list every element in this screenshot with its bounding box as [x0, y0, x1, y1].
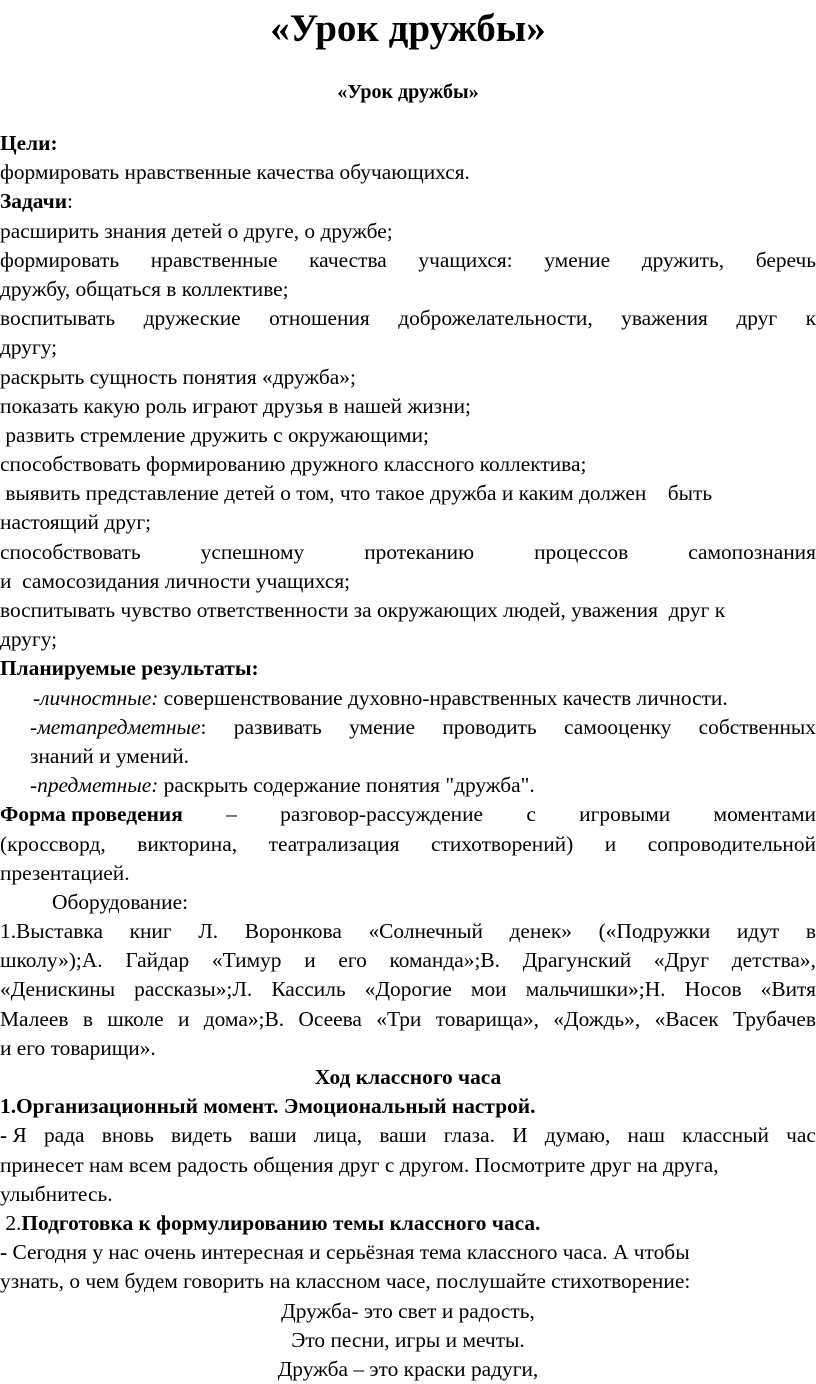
task-item: и самосозидания личности учащихся;	[0, 568, 351, 593]
page-title: «Урок дружбы»	[270, 7, 546, 50]
task-item: другу;	[0, 335, 58, 360]
form-line-3: презентацией.	[0, 860, 130, 885]
equipment-line: 1.Выставка книг Л. Воронкова «Солнечный денек» («Подружки идут в	[0, 919, 816, 944]
results-heading: Планируемые результаты:	[0, 656, 259, 681]
step1-line-1: - Я рада вновь видеть ваши лица, ваши глаза. И думаю, наш классный час	[0, 1123, 816, 1148]
equipment-line: «Денискины рассказы»;Л. Кассиль «Дорогие мои мальчишки»;Н. Носов «Витя	[0, 977, 816, 1002]
task-item: другу;	[0, 627, 58, 652]
result-personal	[0, 684, 816, 713]
goals-heading: Цели:	[0, 131, 58, 155]
course-heading: Ход классного часа	[314, 1065, 502, 1089]
tasks-heading: Задачи	[0, 189, 68, 214]
task-item: показать какую роль играют друзья в нашей жизни;	[0, 393, 471, 418]
task-item-justified: воспитывать дружеские отношения доброжелательности, уважения друг к	[0, 306, 816, 331]
task-item: раскрыть сущность понятия «дружба»;	[0, 364, 356, 389]
task-item: выявить представление детей о том, что такое дружба и каким должен быть	[0, 481, 713, 506]
task-item: дружбу, общаться в коллективе;	[0, 276, 289, 301]
result-subject	[0, 771, 816, 800]
result-subject-text: раскрыть содержание понятия "дружба".	[158, 773, 535, 798]
task-item-justified: способствовать успешному протеканию процессов самопознания	[0, 539, 816, 564]
result-meta-continued: знаний и умений.	[30, 743, 190, 768]
result-personal-label: -личностные:	[33, 685, 159, 710]
equipment-line-last: и его товарищи».	[0, 1035, 156, 1060]
task-item-justified: формировать нравственные качества учащихся: умение дружить, беречь	[0, 247, 816, 272]
result-meta-label: -метапредметные	[30, 714, 201, 739]
equipment-heading: Оборудование:	[52, 889, 189, 914]
step1-line-3: улыбнитесь.	[0, 1181, 113, 1206]
tasks-heading-line	[0, 187, 816, 216]
form-label: Форма проведения	[0, 802, 183, 827]
poem-line: Это песни, игры и мечты.	[291, 1327, 525, 1352]
step2-line-2: узнать, о чем будем говорить на классном часе, послушайте стихотворение:	[0, 1269, 691, 1294]
document-subtitle: «Урок дружбы»	[337, 81, 479, 103]
step2-line-1: - Сегодня у нас очень интересная и серьёзная тема классного часа. А чтобы	[0, 1240, 690, 1265]
poem-line: Дружба – это краски радуги,	[277, 1356, 539, 1381]
task-item: способствовать формированию дружного классного коллектива;	[0, 452, 587, 477]
result-meta: -метапредметные: развивать умение проводить самооценку собственных	[30, 714, 816, 739]
step2-heading-line	[0, 1209, 816, 1238]
step2-heading: Подготовка к формулированию темы классного часа.	[21, 1210, 541, 1235]
tasks-heading-colon: :	[67, 189, 73, 214]
step1-line-2: принесет нам всем радость общения друг с другом. Посмотрите друг на друга,	[0, 1152, 719, 1177]
poem-line: Дружба- это свет и радость,	[281, 1298, 535, 1323]
form-line-2: (кроссворд, викторина, театрализация стихотворений) и сопроводительной	[0, 831, 816, 856]
step2-dash: -	[0, 1240, 8, 1265]
step1-heading: 1.Организационный момент. Эмоциональный настрой.	[0, 1094, 536, 1119]
result-subject-label: -предметные:	[30, 773, 159, 798]
step2-number: 2.	[0, 1210, 22, 1235]
task-item: настоящий друг;	[0, 510, 152, 535]
equipment-line: школу»);А. Гайдар «Тимур и его команда»;В. Драгунский «Друг детства»,	[0, 948, 816, 973]
goals-text: формировать нравственные качества обучающихся.	[0, 160, 470, 185]
task-item: расширить знания детей о друге, о дружбе;	[0, 218, 393, 243]
document-body	[0, 129, 816, 1384]
form-line-1: Форма проведения – разговор-рассуждение с игровыми моментами	[0, 800, 816, 829]
step1-dash: -	[0, 1123, 8, 1148]
equipment-line: Малеев в школе и дома»;В. Осеева «Три товарища», «Дождь», «Васек Трубачев	[0, 1006, 816, 1031]
result-personal-text: совершенствование духовно-нравственных качеств личности.	[158, 685, 728, 710]
task-item: воспитывать чувство ответственности за окружающих людей, уважения друг к	[0, 598, 726, 622]
task-item: развить стремление дружить с окружающими;	[0, 422, 429, 447]
